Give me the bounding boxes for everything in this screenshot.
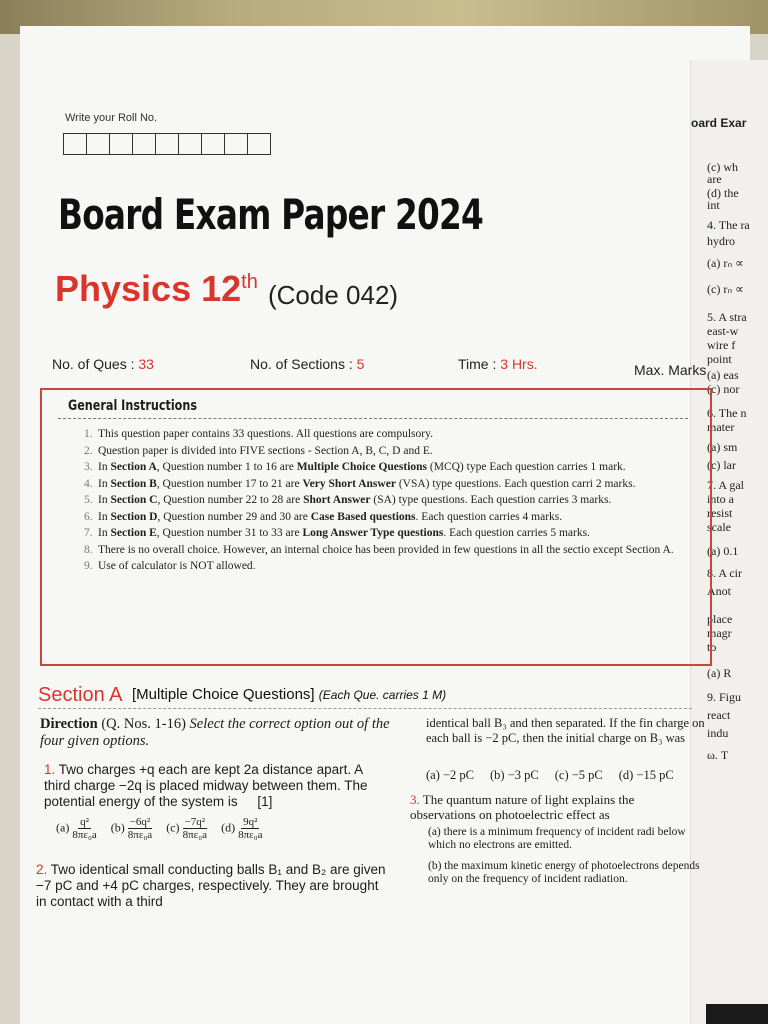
q1-option: (b) $\frac{\text{−6q²}}{\text{8πε₀a}}$ — [110, 816, 153, 841]
instruction-item: 7. In Section E, Question number 31 to 33 are Long Answer Type questions. Each question carries 5 marks. — [84, 527, 590, 539]
adjacent-page-text: resist — [707, 506, 733, 520]
adjacent-page-text: (d) the — [707, 186, 739, 200]
page-title: Board Exam Paper 2024 — [58, 190, 484, 239]
adjacent-page-text: east-w — [707, 324, 739, 338]
adjacent-page-text: (a) sm — [707, 440, 738, 454]
question-1: 1. Two charges +q each are kept 2a distance apart. A third charge −2q is placed midway between them. The potential energy of the system is [1] — [44, 762, 368, 809]
q2-option: (d) −15 pC — [618, 768, 674, 782]
question-1-options — [56, 816, 262, 841]
instruction-item: 8. There is no overall choice. However, an internal choice has been provided in few questions in all the sectio except Section A. — [84, 543, 674, 556]
max-marks: Max. Marks — [634, 362, 707, 378]
adjacent-page-text: (a) R — [707, 666, 732, 680]
adjacent-page-text: (c) lar — [707, 458, 736, 472]
instructions-title: General Instructions — [68, 398, 198, 414]
instruction-item: 2. Question paper is divided into FIVE sections - Section A, B, C, D and E. — [84, 444, 433, 457]
instruction-item: 9. Use of calculator is NOT allowed. — [84, 560, 256, 572]
adjacent-page-text: to — [707, 640, 717, 654]
q2-option: (b) −3 pC — [490, 768, 539, 782]
instructions-divider — [58, 418, 688, 419]
adjacent-page-text: mater — [707, 420, 735, 434]
section-count: No. of Sections : 5 — [250, 356, 365, 372]
question-3: 3. The quantum nature of light explains the observations on photoelectric effect as — [410, 792, 635, 822]
adjacent-page-text: indu — [707, 726, 729, 740]
adjacent-page-text: hydro — [707, 234, 735, 248]
question-3-option-b: (b) the maximum kinetic energy of photoelectrons depends only on the frequency of incident radiation. — [428, 860, 700, 885]
q1-option: (c) $\frac{\text{−7q²}}{\text{8πε₀a}}$ — [166, 816, 208, 841]
q1-option: (a) $\frac{\text{q²}}{\text{8πε₀a}}$ — [56, 816, 97, 841]
instruction-item: 1. This question paper contains 33 questions. All questions are compulsory. — [84, 428, 433, 440]
adjacent-page-text: wire f — [707, 338, 736, 352]
section-a-subheading: [Multiple Choice Questions] (Each Que. carries 1 M) — [132, 686, 447, 703]
time-allowed: Time : 3 Hrs. — [458, 356, 538, 372]
question-count: No. of Ques : 33 — [52, 356, 154, 372]
adjacent-page-text: ω. T — [707, 748, 729, 762]
adjacent-page-text: 5. A stra — [707, 310, 747, 324]
question-2-options — [426, 768, 674, 783]
adjacent-page-text: (a) eas — [707, 368, 739, 382]
adjacent-page-text: (a) 0.1 — [707, 544, 739, 558]
instruction-item: 6. In Section D, Question number 29 and 30 are Case Based questions. Each question carries 4 marks. — [84, 510, 563, 523]
adjacent-page-text: (c) wh — [707, 160, 738, 174]
adjacent-page-text: 7. A gal — [707, 478, 745, 492]
adjacent-page-text: place — [707, 612, 733, 626]
direction-text: Direction (Q. Nos. 1-16) Select the correct option out of the four given options. — [40, 716, 390, 749]
question-3-option-a: (a) there is a minimum frequency of incident radi below which no electrons are emitted. — [428, 826, 686, 851]
section-a-heading: Section A — [38, 684, 123, 706]
subject-code: (Code 042) — [268, 280, 399, 310]
adjacent-page-text: (a) rₙ ∝ — [707, 256, 744, 270]
adjacent-page-text: Anot — [707, 584, 731, 598]
adjacent-page-text: 8. A cir — [707, 566, 742, 580]
adjacent-page-text: (c) rₙ ∝ — [707, 282, 744, 296]
adjacent-page-text: oard Exar — [691, 116, 747, 130]
page-corner-shadow — [706, 1004, 768, 1024]
q2-option: (c) −5 pC — [554, 768, 603, 782]
question-2-continued: identical ball B₃ and then separated. If the fin charge on each ball is −2 pC, then the initial charge on B₃ was — [426, 716, 705, 745]
adjacent-page-text: 9. Figu — [707, 690, 742, 704]
section-divider — [38, 708, 692, 709]
roll-number-boxes — [63, 133, 270, 155]
adjacent-page-text: magr — [707, 626, 732, 640]
question-2: 2. Two identical small conducting balls B₁ and B₂ are given −7 pC and +4 pC charges, respectively. They are brought in contact with a third — [36, 862, 386, 909]
roll-number-label: Write your Roll No. — [65, 112, 158, 124]
adjacent-page-text: scale — [707, 520, 731, 534]
instructions-list — [84, 428, 700, 577]
adjacent-page-text: int — [707, 198, 720, 212]
adjacent-page-text: (c) nor — [707, 382, 740, 396]
q2-option: (a) −2 pC — [426, 768, 475, 782]
adjacent-page-text: 6. The n — [707, 406, 747, 420]
adjacent-page-text: react — [707, 708, 731, 722]
instruction-item: 3. In Section A, Question number 1 to 16 are Multiple Choice Questions (MCQ) type Each question carries 1 mark. — [84, 461, 626, 473]
adjacent-page-text: point — [707, 352, 732, 366]
q1-option: (d) $\frac{\text{9q²}}{\text{8πε₀a}}$ — [221, 816, 263, 841]
adjacent-page-text: into a — [707, 492, 734, 506]
instruction-item: 4. In Section B, Question number 17 to 21 are Very Short Answer (VSA) type questions. Each question carri 2 marks. — [84, 477, 636, 490]
adjacent-page-text: are — [707, 172, 722, 186]
adjacent-page-text: 4. The ra — [707, 218, 750, 232]
instruction-item: 5. In Section C, Question number 22 to 28 are Short Answer (SA) type questions. Each question carries 3 marks. — [84, 494, 612, 506]
subject-title: Physics 12th — [55, 268, 258, 309]
